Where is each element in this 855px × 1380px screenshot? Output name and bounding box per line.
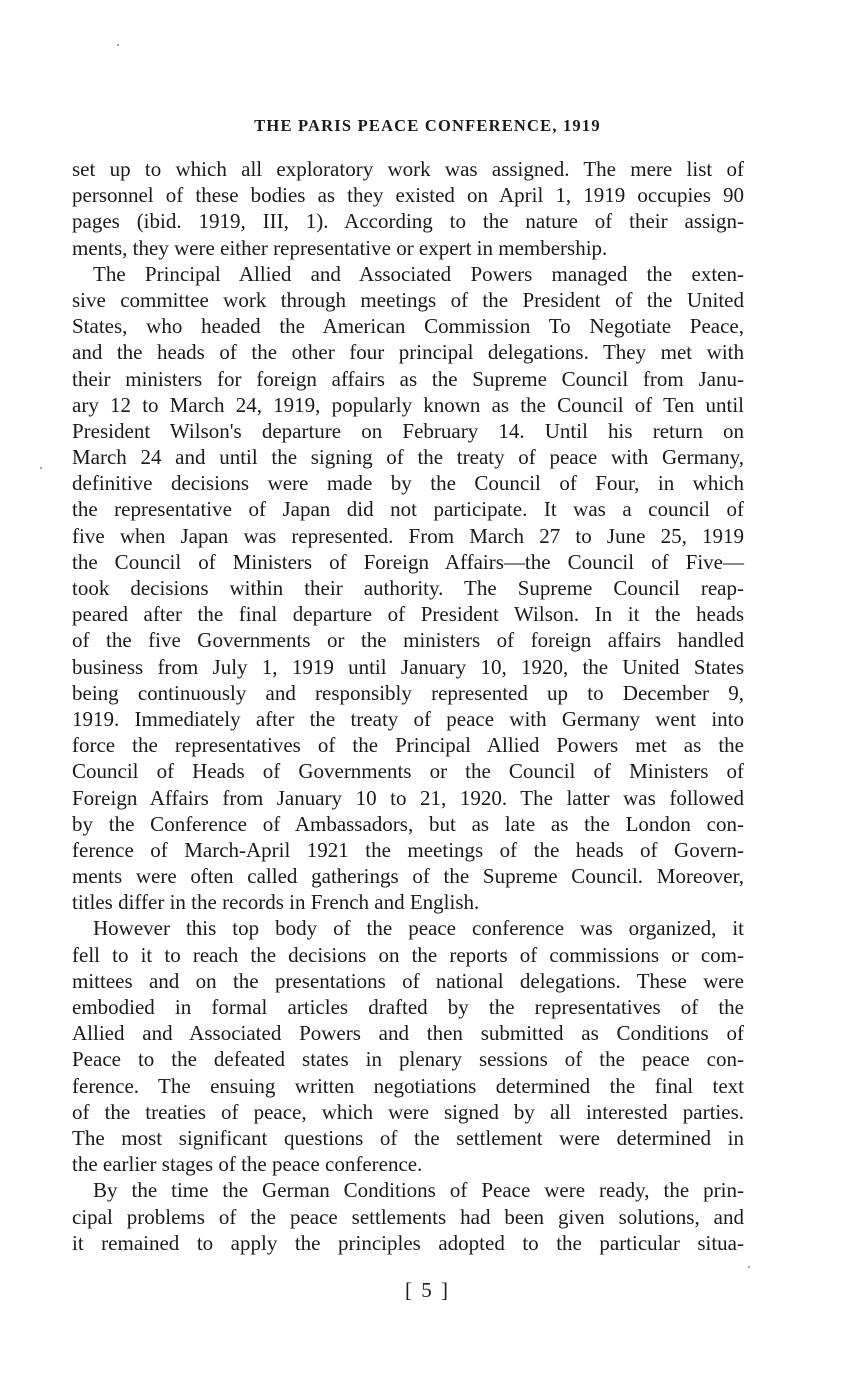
text-line: cipal problems of the peace settlements had been given solutions, and (72, 1204, 744, 1229)
text-line: 1919. Immediately after the treaty of peace with Germany went into (72, 706, 744, 731)
text-line: Council of Heads of Governments or the Council of Ministers of (72, 759, 744, 784)
text-line: However this top body of the peace conference was organized, it (93, 916, 744, 941)
text-line: force the representatives of the Principal Allied Powers met as the (72, 733, 744, 758)
text-line: embodied in formal articles drafted by the representatives of the (72, 995, 744, 1019)
text-line: the representative of Japan did not participate. It was a council of (72, 497, 744, 522)
paragraph-4 (72, 1177, 744, 1256)
text-line: the earlier stages of the peace conference. (72, 1152, 423, 1177)
text-line: by the Conference of Ambassadors, but as late as the London con- (72, 811, 744, 836)
text-line: of the treaties of peace, which were signed by all interested parties. (72, 1099, 744, 1124)
body-text (72, 156, 744, 1256)
text-line: of the five Governments or the ministers of foreign affairs handled (72, 628, 744, 653)
text-line: President Wilson's departure on February 14. Until his return on (72, 418, 744, 443)
text-line: fell to it to reach the decisions on the reports of commissions or com- (72, 942, 744, 967)
text-line: being continuously and responsibly represented up to December 9, (72, 680, 744, 705)
paragraph-2 (72, 261, 744, 916)
paragraph-1 (72, 156, 744, 261)
text-line: took decisions within their authority. The Supreme Council reap- (72, 576, 744, 600)
text-line: ference of March-April 1921 the meetings of the heads of Govern- (72, 837, 744, 862)
text-line: set up to which all exploratory work was assigned. The mere list of (72, 157, 744, 181)
text-line: The most significant questions of the settlement were determined in (72, 1125, 744, 1150)
text-line: the Council of Ministers of Foreign Affairs—the Council of Five— (72, 549, 744, 574)
text-line: five when Japan was represented. From March 27 to June 25, 1919 (72, 523, 744, 548)
paragraph-3 (72, 915, 744, 1177)
text-line: March 24 and until the signing of the treaty of peace with Germany, (72, 445, 744, 470)
text-line: pages (ibid. 1919, III, 1). According to the nature of their assign- (72, 209, 744, 234)
running-head (0, 116, 855, 136)
text-line: ary 12 to March 24, 1919, popularly known as the Council of Ten until (72, 392, 744, 417)
text-line: Foreign Affairs from January 10 to 21, 1920. The latter was followed (72, 785, 744, 810)
text-line: ference. The ensuing written negotiations determined the final text (72, 1073, 744, 1098)
text-line: ments were often called gatherings of the Supreme Council. Moreover, (72, 864, 744, 889)
text-line: By the time the German Conditions of Peace were ready, the prin- (93, 1178, 744, 1203)
paper-speck (748, 1266, 750, 1268)
text-line: personnel of these bodies as they existed on April 1, 1919 occupies 90 (72, 183, 744, 208)
text-line: ments, they were either representative or expert in membership. (72, 235, 608, 260)
text-line: and the heads of the other four principal delegations. They met with (72, 340, 744, 365)
text-line: it remained to apply the principles adopted to the particular situa- (72, 1230, 744, 1255)
text-line: peared after the final departure of President Wilson. In it the heads (72, 602, 744, 627)
text-line: Allied and Associated Powers and then submitted as Conditions of (72, 1021, 744, 1046)
running-head-text: THE PARIS PEACE CONFERENCE, 1919 (254, 116, 601, 135)
text-line: The Principal Allied and Associated Powers managed the exten- (93, 261, 744, 286)
text-line: Peace to the defeated states in plenary sessions of the peace con- (72, 1047, 744, 1072)
text-line: their ministers for foreign affairs as the Supreme Council from Janu- (72, 366, 744, 391)
paper-speck (117, 44, 119, 46)
text-line: sive committee work through meetings of the President of the United (72, 287, 744, 312)
text-line: business from July 1, 1919 until January 10, 1920, the United States (72, 654, 744, 679)
text-line: titles differ in the records in French and English. (72, 890, 480, 915)
page-number: [ 5 ] (405, 1278, 450, 1302)
text-line: States, who headed the American Commission To Negotiate Peace, (72, 314, 744, 339)
paper-speck (40, 467, 42, 469)
text-line: mittees and on the presentations of national delegations. These were (72, 968, 744, 993)
text-line: definitive decisions were made by the Council of Four, in which (72, 471, 744, 496)
